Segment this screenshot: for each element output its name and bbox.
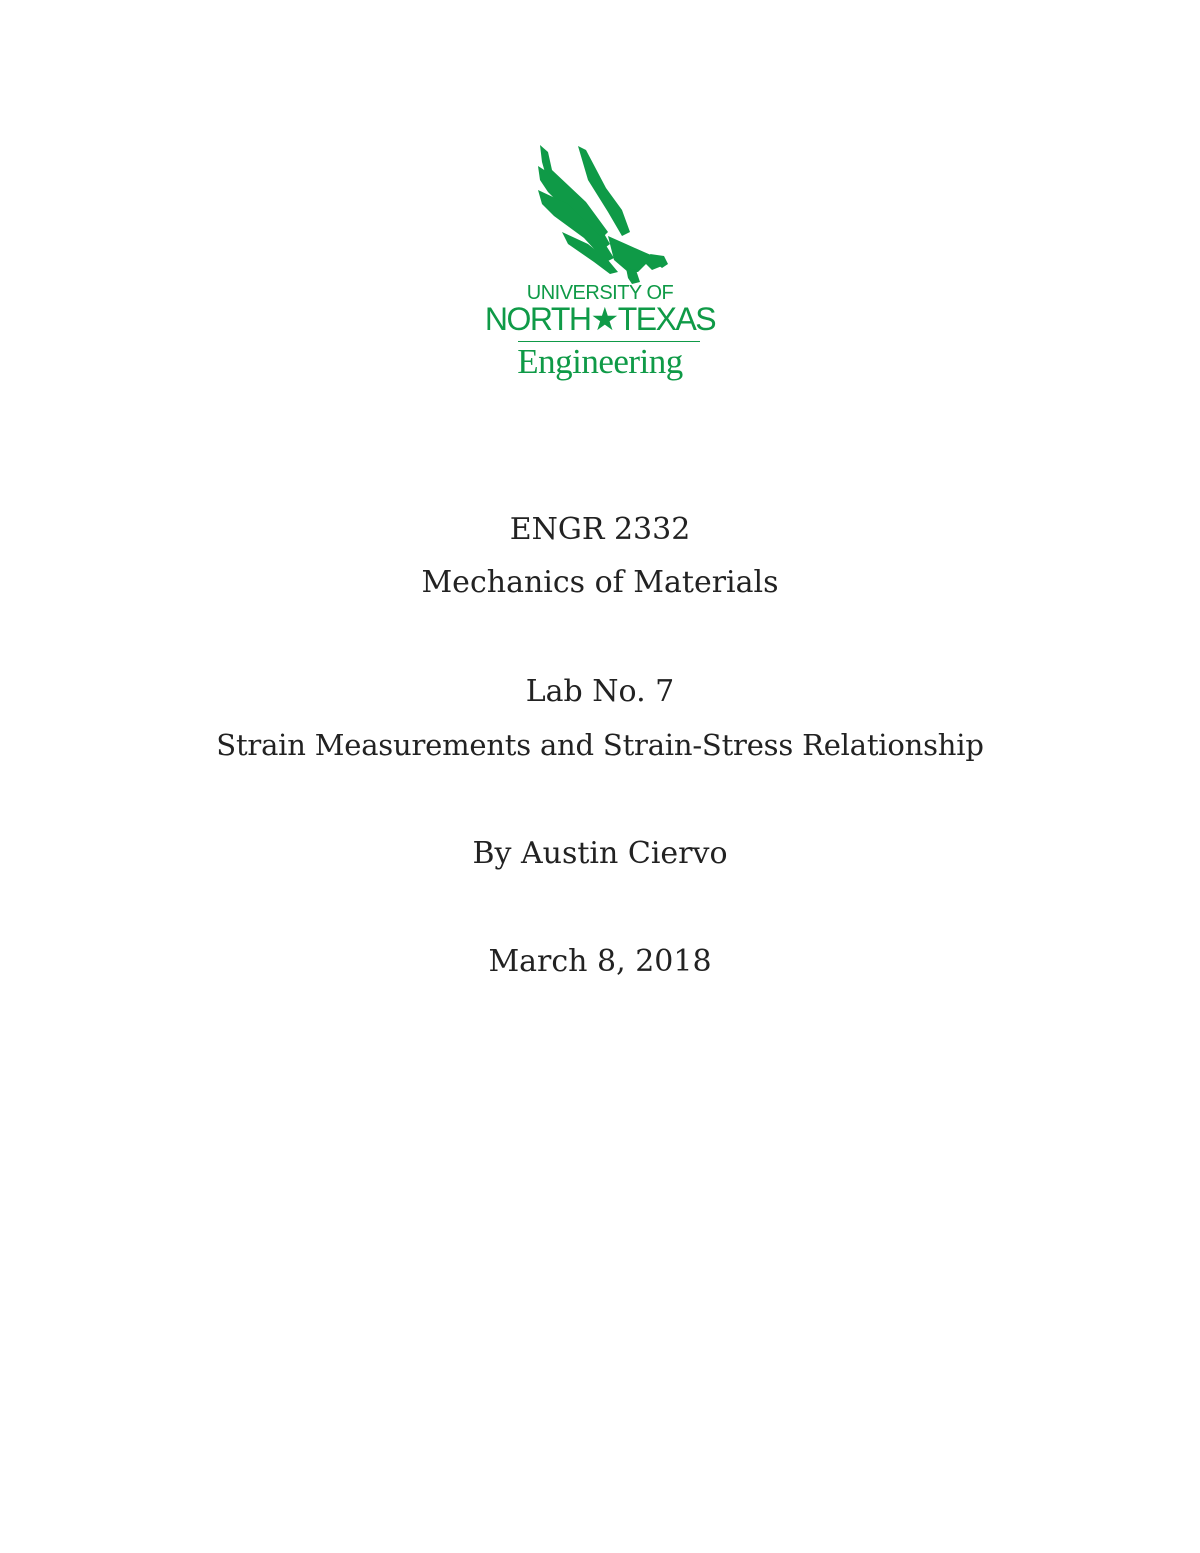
date: March 8, 2018 xyxy=(488,944,712,979)
logo-university-of: UNIVERSITY OF xyxy=(526,282,674,304)
lab-title: Strain Measurements and Strain-Stress Relationship xyxy=(216,728,984,762)
author: By Austin Ciervo xyxy=(472,836,728,871)
lab-number: Lab No. 7 xyxy=(525,674,675,709)
course-code: ENGR 2332 xyxy=(509,512,691,547)
course-name: Mechanics of Materials xyxy=(421,565,779,600)
logo-north-texas: NORTH★TEXAS xyxy=(484,301,716,337)
unt-engineering-logo xyxy=(468,140,732,390)
eagle-icon xyxy=(468,140,732,285)
logo-engineering: Engineering xyxy=(517,342,683,381)
